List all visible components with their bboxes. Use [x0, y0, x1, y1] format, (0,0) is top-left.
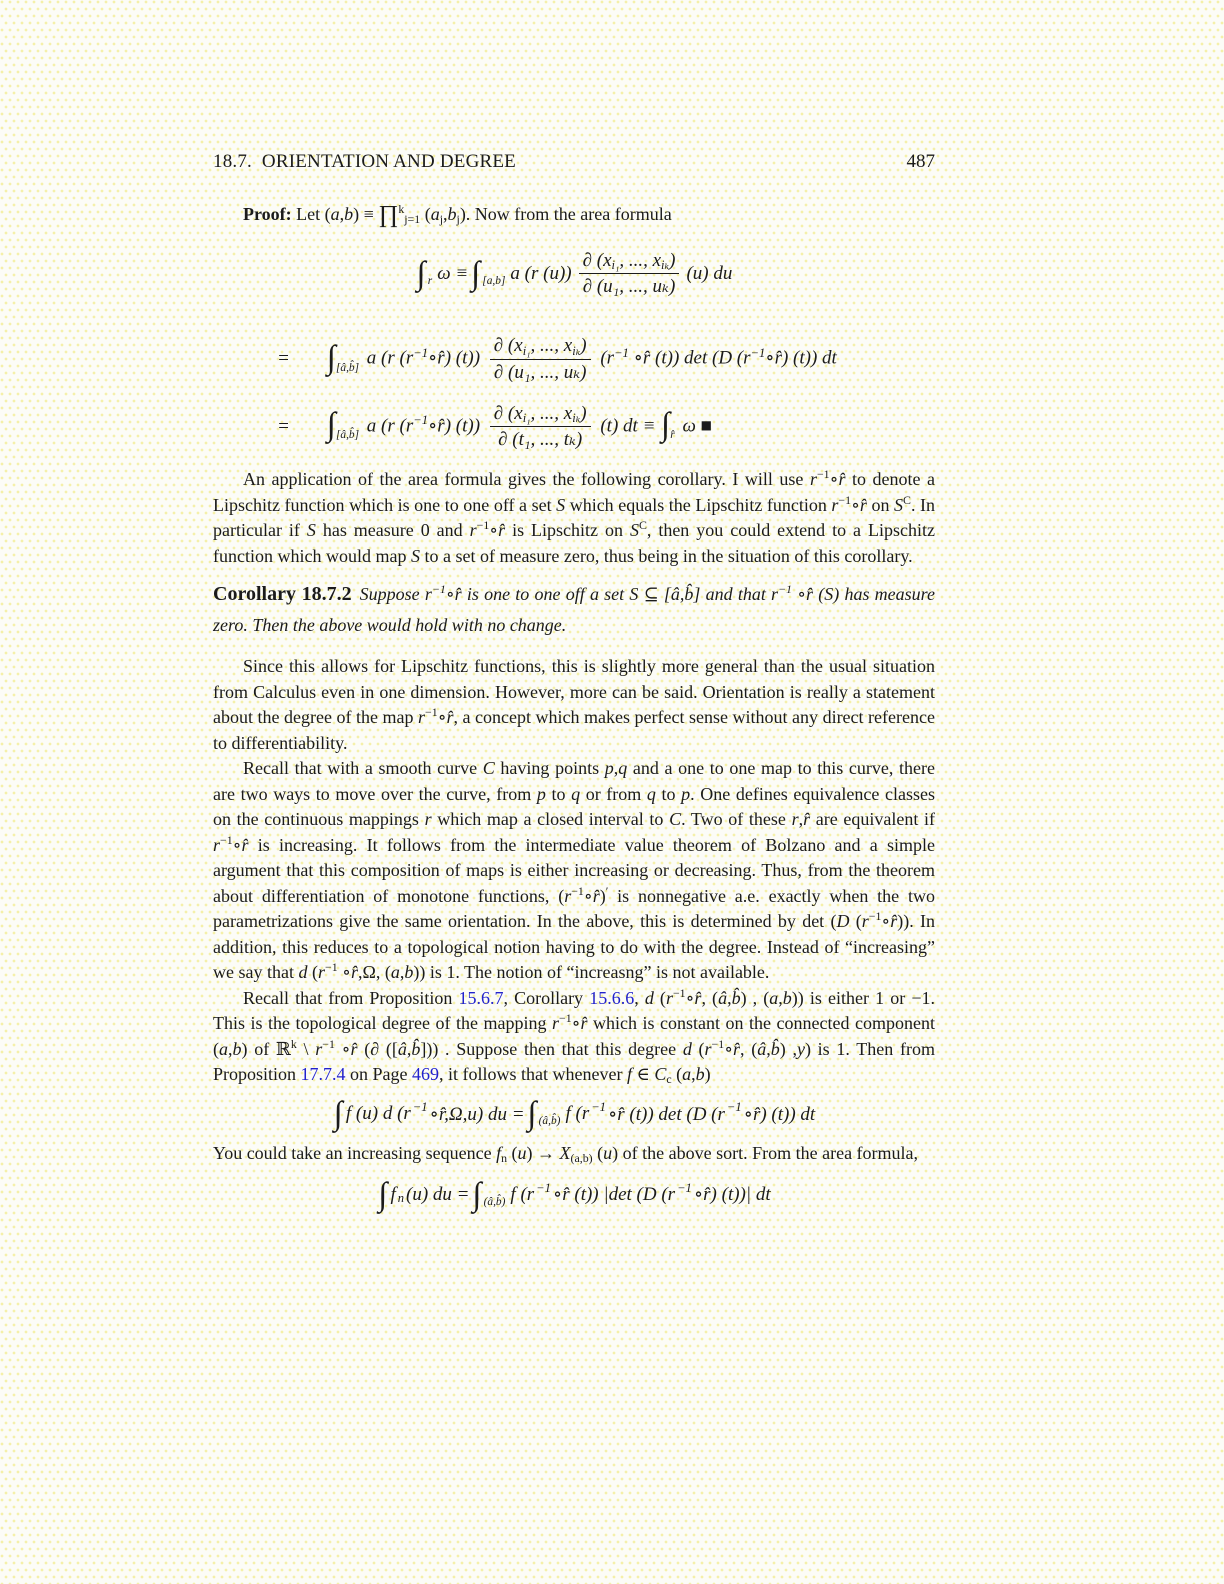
display-equation-step-2 [213, 334, 935, 385]
page-number: 487 [906, 151, 935, 172]
display-equation-area-formula-abs: ∫ f $_n$ (u) du = ∫ $_{(â,b̂)}$ f (r $^{-1}$ ∘r̂ (t)) |det (D (r $^{-1}$ ∘r̂) (t))| dt [378, 1175, 771, 1213]
textbook-page [213, 0, 936, 1213]
fraction: $\frac{\partial (x_{i_1}, ..., x_{i_k})}{\text{∂ (u₁, ..., uₖ)}}$ [490, 334, 591, 385]
corollary-block [213, 579, 935, 641]
paragraph-sequence: You could take an increasing sequence $f_n$ $(u) \to X_{(a,b)}$ (u) of the above sort. From the area formula, [213, 1142, 919, 1165]
paragraph-application: An application of the area formula gives the following corollary. I will use $r^{-1}\circ r̂$ to denote a Lipschitz function which is one to one off a set S which equals the Lipschitz function $r^{-1}\circ r̂$ on $S^C$. In particular if S has measure 0 and $r^{-1}\circ r̂$ is Lipschitz on $S^C$, then you could extend to a Lipschitz function which would map S to a set of measure zero, thus being in the situation of this corollary. [213, 467, 936, 566]
paragraph-since: Since this allows for Lipschitz functions, this is slightly more general than the usual situation from Calculus even in one dimension. However, more can be said. Orientation is really a statement about the degree of the map $r^{-1}\circ r̂$, a concept which makes perfect sense without any direct reference to differentiability. [213, 656, 935, 753]
integral-sign: ∫ [326, 338, 336, 376]
section-title: 18.7. ORIENTATION AND DEGREE [213, 151, 516, 172]
integral-sign: ∫ [326, 406, 336, 444]
equals-sign: = [277, 348, 290, 370]
fraction: $\frac{\partial (x_{i_1}, ..., x_{i_k})}{\text{∂ (u₁, ..., uₖ)}}$ [579, 249, 680, 300]
proof-paragraph [213, 202, 935, 228]
cross-reference-link[interactable]: 469 [412, 1064, 440, 1084]
equals-sign: = [277, 415, 290, 437]
display-equation-degree-integral: ∫ f (u) d (r $^{-1}$ ∘r̂,Ω,u) du = ∫ $_{(â,b̂)}$ f (r $^{-1}$ ∘r̂ (t)) det (D (r $^{-1}$ ∘r̂) (t)) dt [333, 1095, 816, 1132]
cross-reference-link[interactable]: 15.6.6 [589, 987, 635, 1008]
display-equation-area-formula: ∫ $_r$ ω ≡ ∫ $_{[a,b]}$ a (r (u)) $\frac{\partial (x_{i_1}, ..., x_{i_k})}{\text{∂ (u₁, ..., uₖ)}}$ (u) du [416, 249, 733, 298]
paragraph-recall-curve: Recall that with a smooth curve C having points p,q and a one to one map to this curve, there are two ways to move over the curve, from p to q or from q to p. One defines equivalence classes on the continuous mappings r which map a closed interval to C. Two of these r,r̂ are equivalent if $r^{-1}\circ r̂$ is increasing. It follows from the intermediate value theorem of Bolzano and a simple argument that this composition of maps is either increasing or decreasing. Thus, from the theorem about differentiation of monotone functions, $(r^{-1}\circ r̂)'$ is nonnegative a.e. exactly when the two parametrizations give the same orientation. In the above, this is determined by det (D $(r^{-1}\circ r̂)$). In addition, this reduces to a topological notion having to do with the degree. Instead of “increasing” we say that d ($r^{-1}$ ∘r̂,Ω, (a,b)) is 1. The notion of “increasng” is not available. [213, 758, 936, 982]
equation-step-2-body: $\int_{[â,b̂]}$ a (r $(r^{-1}\circ r̂)$ (t)) $\frac{\partial (x_{i_1}, ..., x_{i_k})}{\text{∂ (u₁, ..., uₖ)}}$ ($r^{-1}$ ∘r̂ (t)) det (D $(r^{-1}\circ r̂)$ (t)) dt [326, 335, 837, 383]
product-sign: ∏ [378, 200, 399, 228]
proof-intro-text: Let (a,b) ≡ ∏$^k_{j=1}$ $(a_j,b_j)$. Now from the area formula [296, 200, 672, 228]
integral-sign: ∫ [661, 406, 671, 444]
display-equation-step-3 [213, 402, 935, 453]
running-head [213, 151, 935, 173]
corollary-label: Corollary 18.7.2 [213, 583, 352, 605]
fraction: $\frac{\partial (x_{i_1}, ..., x_{i_k})}{\text{∂ (t₁, ..., tₖ)}}$ [490, 402, 591, 453]
corollary-body: Suppose $r^{-1}\circ r̂$ is one to one off a set S ⊆ [â,b̂] and that $r^{-1}$ ∘r̂ (S) has measure zero. Then the above would hold with no change. [213, 582, 935, 635]
cross-reference-link[interactable]: 15.6.7 [458, 987, 504, 1008]
proof-label: Proof: [243, 204, 292, 224]
paragraph-recall-proposition: Recall that from Proposition 15.6.7, Corollary 15.6.6, d ($r^{-1}\circ r̂$, (â,b̂) , (a,b)) is either 1 or −1. This is the topological degree of the mapping $r^{-1}\circ r̂$ which is constant on the connected component (a,b) of ℝ$^k$ \ $r^{-1}$ ∘r̂ (∂ ([â,b̂])) . Suppose then that this degree d ($r^{-1}\circ r̂$, (â,b̂) ,y) is 1. Then from Proposition 17.7.4 on Page 469, it follows that whenever f ∈ $C_c$ (a,b) [213, 985, 936, 1087]
cross-reference-link[interactable]: 17.7.4 [300, 1064, 346, 1084]
equation-step-3-body: $\int_{[â,b̂]}$ a (r $(r^{-1}\circ r̂)$ (t)) $\frac{\partial (x_{i_1}, ..., x_{i_k})}{\text{∂ (t₁, ..., tₖ)}}$ (t) dt ≡ $\int_{r̂}$ ω ■ [326, 402, 713, 451]
